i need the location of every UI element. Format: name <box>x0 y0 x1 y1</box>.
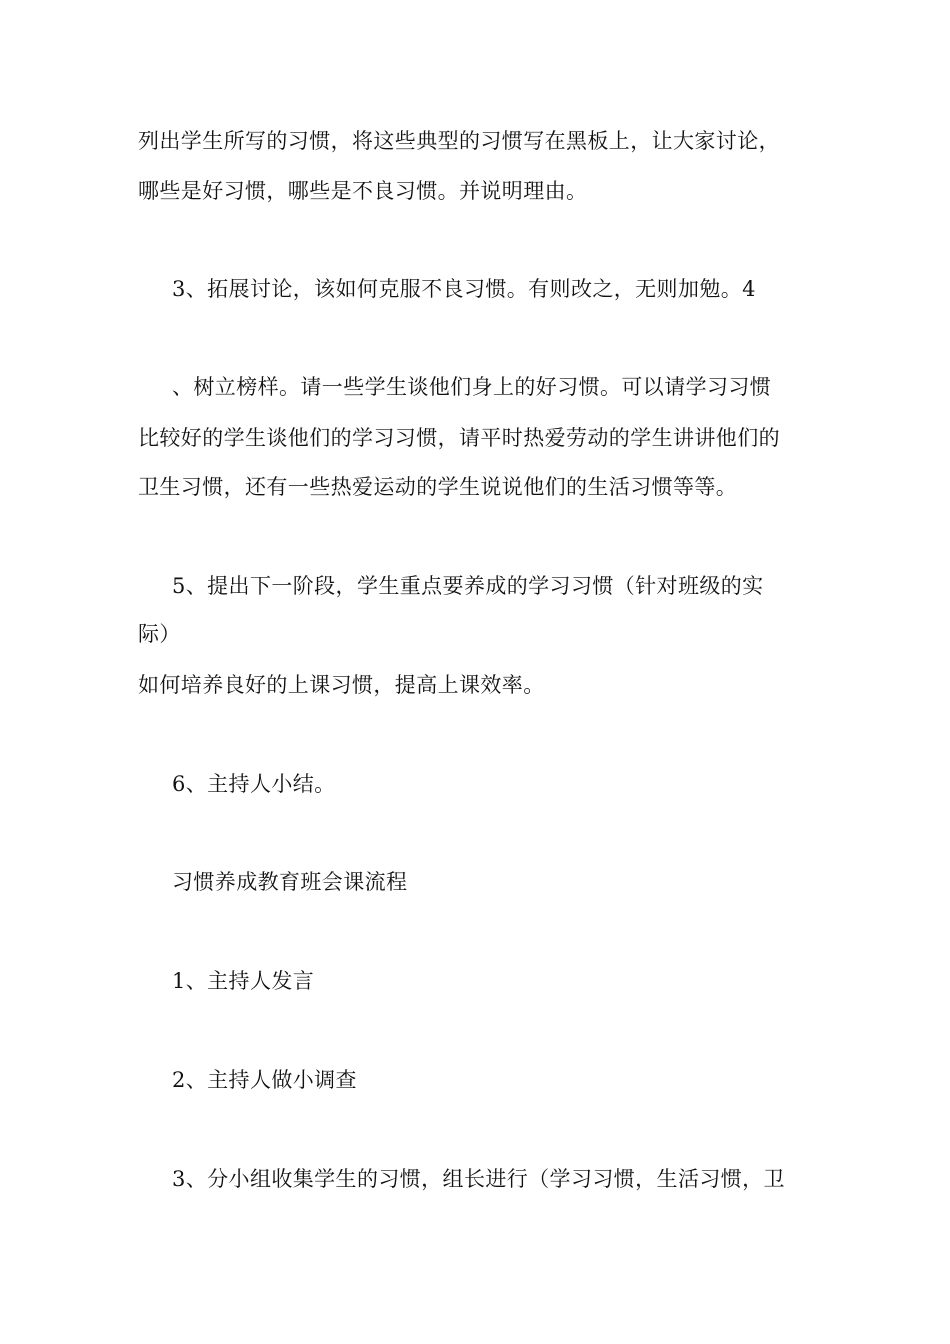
paragraph-line: 际） <box>138 622 181 646</box>
paragraph-line: 3、分小组收集学生的习惯，组长进行（学习习惯，生活习惯，卫 <box>172 1167 785 1191</box>
paragraph-line: 2、主持人做小调查 <box>172 1068 357 1092</box>
paragraph-line: 1、主持人发言 <box>172 969 315 993</box>
paragraph-line: 、树立榜样。请一些学生谈他们身上的好习惯。可以请学习习惯 <box>172 375 772 399</box>
section-heading: 习惯养成教育班会课流程 <box>172 870 408 894</box>
paragraph-line: 哪些是好习惯，哪些是不良习惯。并说明理由。 <box>138 179 588 203</box>
paragraph-line: 比较好的学生谈他们的学习习惯，请平时热爱劳动的学生讲讲他们的 <box>138 426 780 450</box>
paragraph-line: 如何培养良好的上课习惯，提高上课效率。 <box>138 673 545 697</box>
paragraph-line: 6、主持人小结。 <box>172 772 336 796</box>
paragraph-line: 列出学生所写的习惯，将这些典型的习惯写在黑板上，让大家讨论， <box>138 129 780 153</box>
paragraph-line: 3、拓展讨论，该如何克服不良习惯。有则改之，无则加勉。4 <box>172 277 756 301</box>
paragraph-line: 卫生习惯，还有一些热爱运动的学生说说他们的生活习惯等等。 <box>138 475 738 499</box>
paragraph-line: 5、提出下一阶段，学生重点要养成的学习习惯（针对班级的实 <box>172 574 764 598</box>
